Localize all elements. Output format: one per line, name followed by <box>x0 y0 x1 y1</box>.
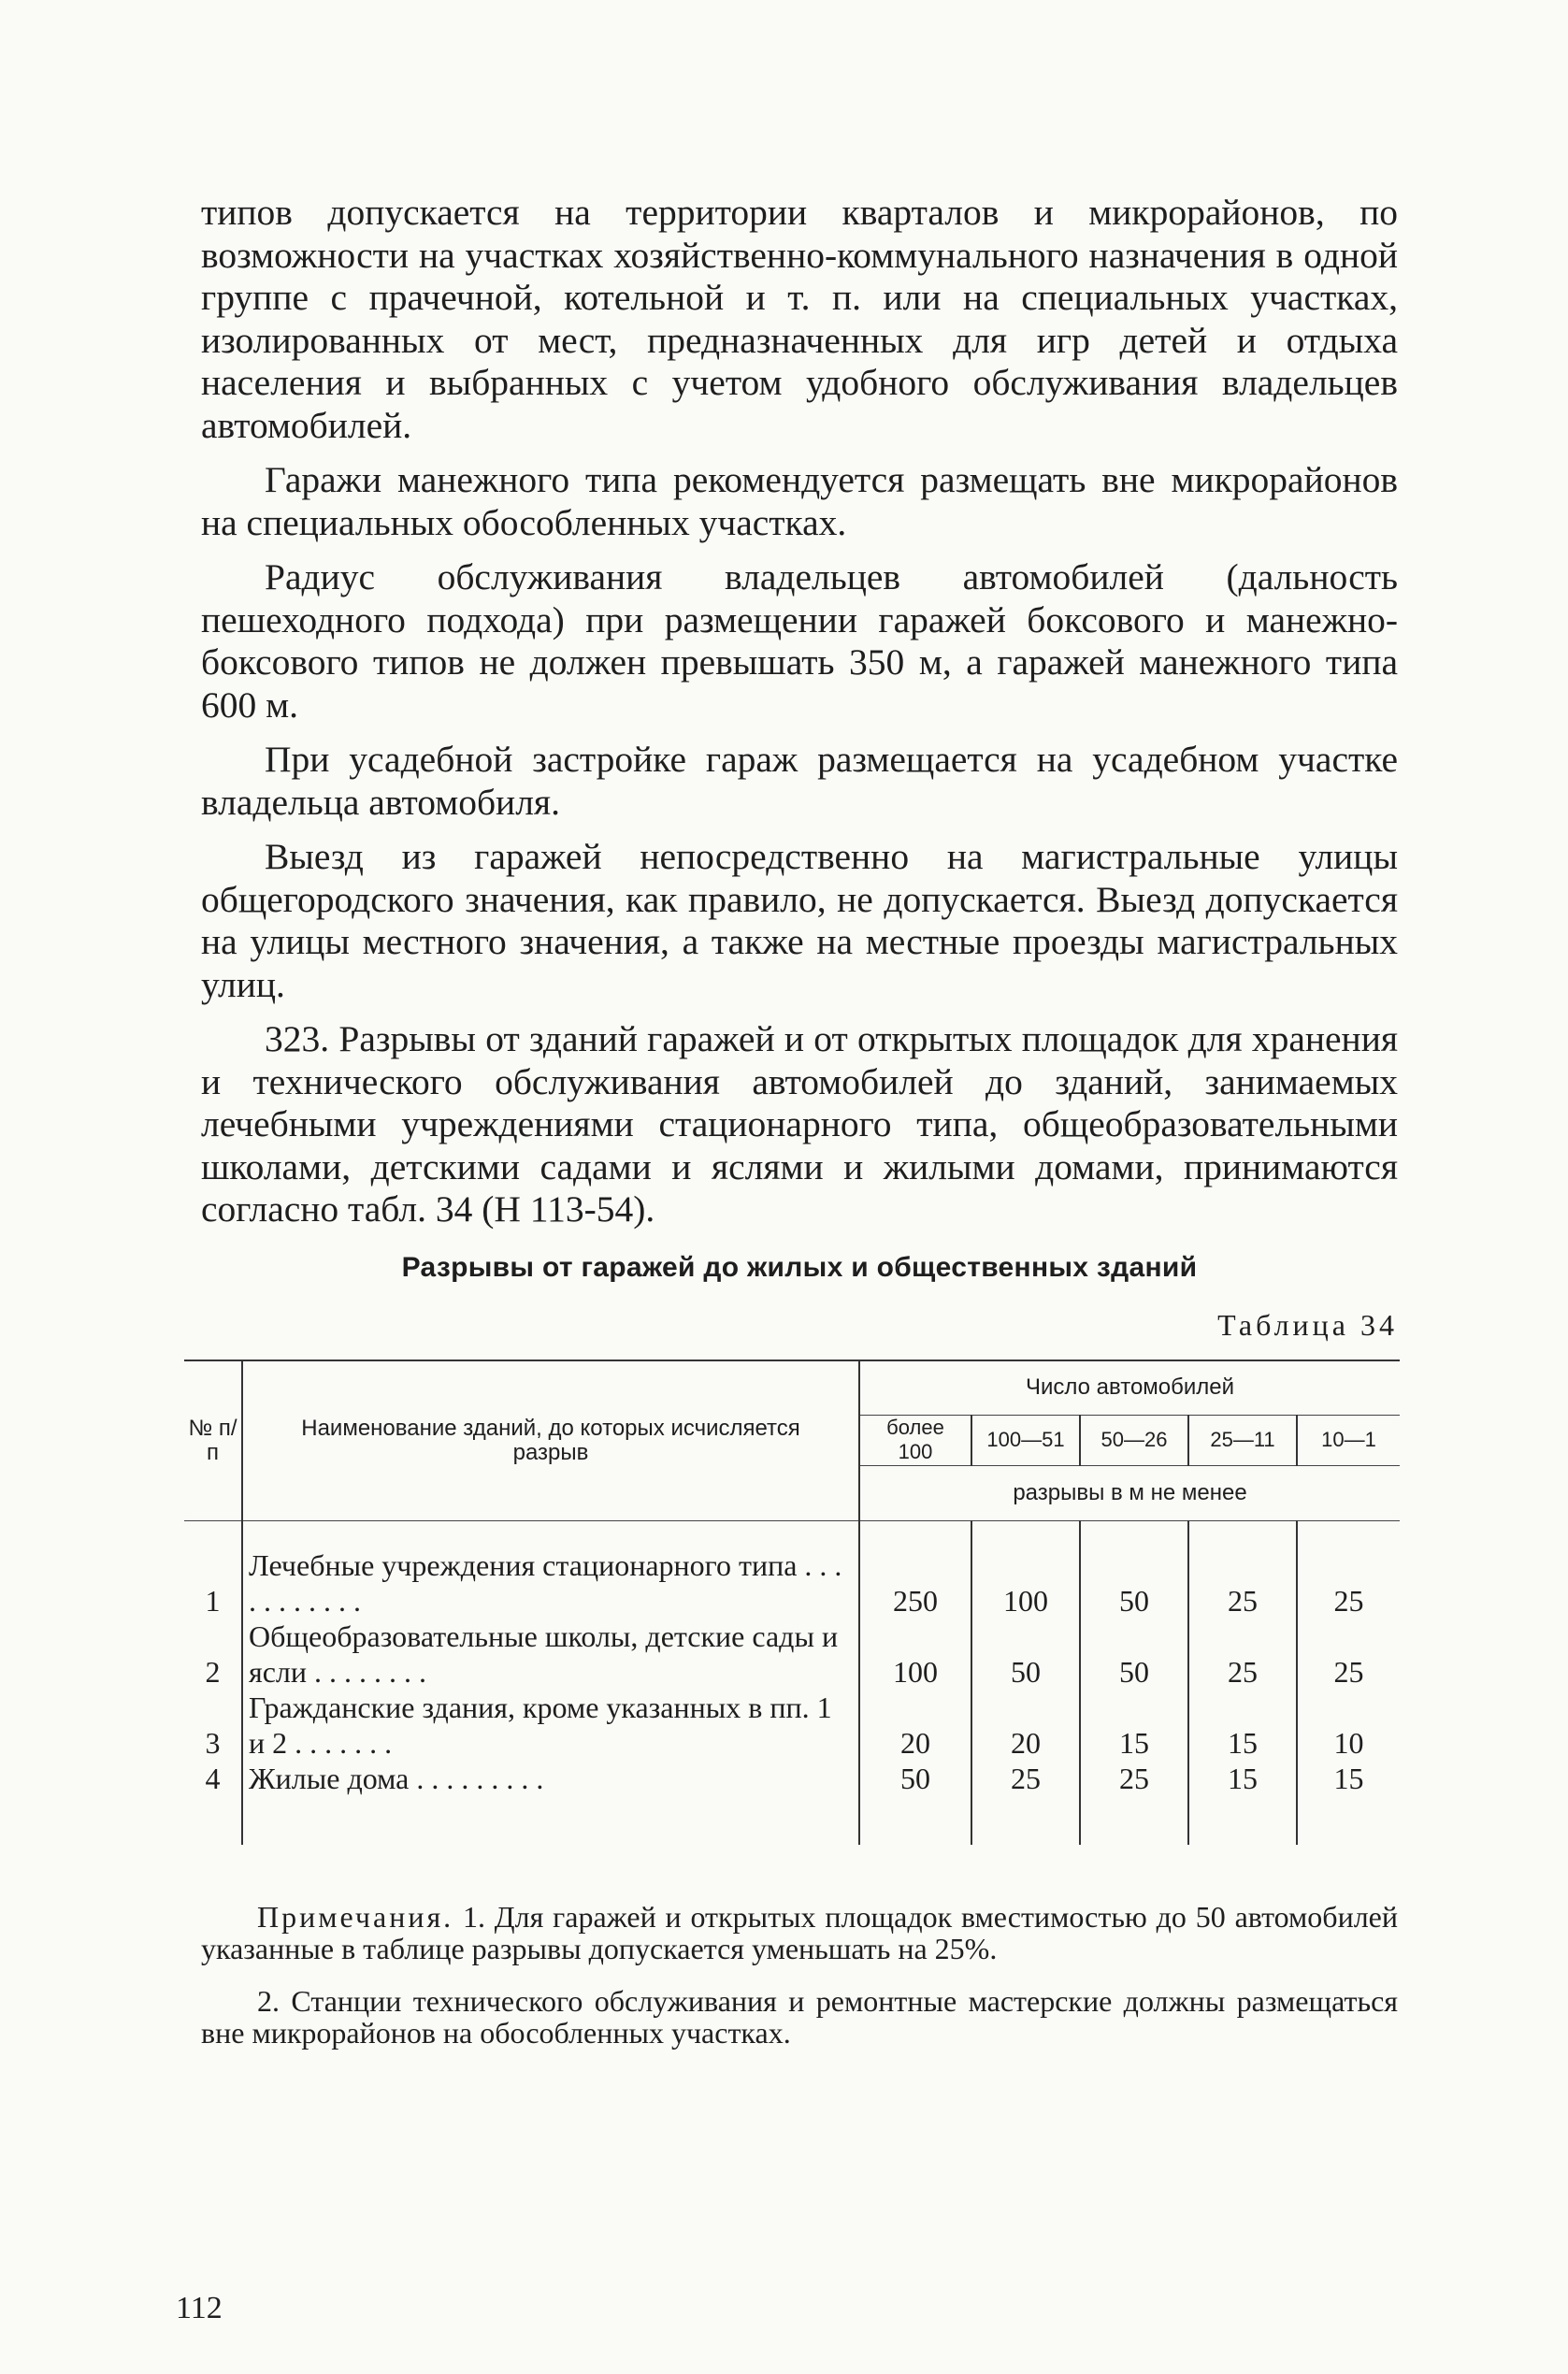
note-2: 2. Станции технического обслуживания и ремонтные мастерские должны размещаться вне микрорайонов на обособленных участках. <box>201 1983 1398 2050</box>
header-num: № п/п <box>184 1360 242 1521</box>
row-value: 25 <box>1080 1761 1188 1845</box>
row-value: 15 <box>1297 1761 1400 1845</box>
table-row <box>184 1619 1400 1690</box>
note-1-text: 1. Для гаражей и открытых площадок вместимостью до 50 автомобилей указанные в таблице разрывы допускается уменьшать на 25%. <box>201 1899 1399 1965</box>
row-value: 50 <box>971 1619 1080 1690</box>
header-col-2: 100—51 <box>971 1415 1080 1465</box>
row-num: 2 <box>205 1654 221 1689</box>
row-value: 15 <box>1188 1690 1297 1761</box>
table-caption: Разрывы от гаражей до жилых и общественных зданий <box>401 1251 1198 1283</box>
paragraph-1: типов допускается на территории кварталов и микрорайонов, по возможности на участках хозяйственно-коммунального назначения в одной группе с прачечной, котельной и т. п. или на специальных участках, изолированных от мест, предназначенных для игр детей и отдыха населения и выбранных с учетом удобного обслуживания владельцев автомобилей. <box>201 192 1398 446</box>
paragraph-6: 323. Разрывы от зданий гаражей и от открытых площадок для хранения и технического обслуживания автомобилей до зданий, занимаемых лечебными учреждениями стационарного типа, общеобразовательными школами, детскими садами и яслями и жилыми домами, принимаются согласно табл. 34 (Н 113-54). <box>201 1018 1398 1230</box>
row-value: 20 <box>859 1690 971 1761</box>
table-row <box>184 1761 1400 1845</box>
row-name: Жилые дома . . . . . . . . . <box>242 1761 859 1845</box>
row-value: 10 <box>1297 1690 1400 1761</box>
header-units: разрывы в м не менее <box>859 1466 1400 1520</box>
page-number: 112 <box>176 2291 223 2325</box>
row-value: 250 <box>859 1520 971 1619</box>
table-notes <box>201 1901 1398 2049</box>
table-number: Таблица 34 <box>1217 1307 1398 1342</box>
paragraph-4: При усадебной застройке гараж размещается на усадебном участке владельца автомобиля. <box>201 739 1398 823</box>
header-col-4: 25—11 <box>1188 1415 1297 1465</box>
paragraph-5: Выезд из гаражей непосредственно на магистральные улицы общегородского значения, как правило, не допускается. Выезд допускается на улицы местного значения, а также на местные проезды магистральных улиц. <box>201 836 1398 1005</box>
distance-table <box>184 1360 1400 1845</box>
row-value: 50 <box>859 1761 971 1845</box>
table-row <box>184 1690 1400 1761</box>
row-value: 100 <box>859 1619 971 1690</box>
header-col-3: 50—26 <box>1080 1415 1188 1465</box>
header-col-1: более 100 <box>859 1415 971 1465</box>
page-content <box>188 192 1399 2050</box>
note-1 <box>201 1901 1398 1964</box>
header-car-count: Число автомобилей <box>859 1360 1400 1416</box>
header-col-5: 10—1 <box>1297 1415 1400 1465</box>
paragraph-2: Гаражи манежного типа рекомендуется размещать вне микрорайонов на специальных обособленных участках. <box>201 459 1398 543</box>
row-value: 25 <box>971 1761 1080 1845</box>
row-value: 100 <box>971 1520 1080 1619</box>
row-name: Лечебные учреждения стационарного типа . . . . . . . . . . . <box>242 1520 859 1619</box>
header-name: Наименование зданий, до которых исчисляется разрыв <box>242 1360 859 1521</box>
row-num: 4 <box>205 1761 221 1795</box>
row-name: Общеобразовательные школы, детские сады и ясли . . . . . . . . <box>242 1619 859 1690</box>
row-value: 15 <box>1080 1690 1188 1761</box>
row-value: 15 <box>1188 1761 1297 1845</box>
row-name: Гражданские здания, кроме указанных в пп. 1 и 2 . . . . . . . <box>242 1690 859 1761</box>
paragraph-3: Радиус обслуживания владельцев автомобилей (дальность пешеходного подхода) при размещении гаражей боксового и манежно-боксового типов не должен превышать 350 м, а гаражей манежного типа 600 м. <box>201 556 1398 726</box>
row-value: 50 <box>1080 1520 1188 1619</box>
row-value: 25 <box>1297 1520 1400 1619</box>
row-value: 20 <box>971 1690 1080 1761</box>
table-row <box>184 1520 1400 1619</box>
row-num: 1 <box>205 1583 221 1618</box>
row-num: 3 <box>205 1725 221 1760</box>
row-value: 50 <box>1080 1619 1188 1690</box>
row-value: 25 <box>1188 1520 1297 1619</box>
notes-label: Примечания. <box>257 1899 454 1934</box>
row-value: 25 <box>1188 1619 1297 1690</box>
row-value: 25 <box>1297 1619 1400 1690</box>
